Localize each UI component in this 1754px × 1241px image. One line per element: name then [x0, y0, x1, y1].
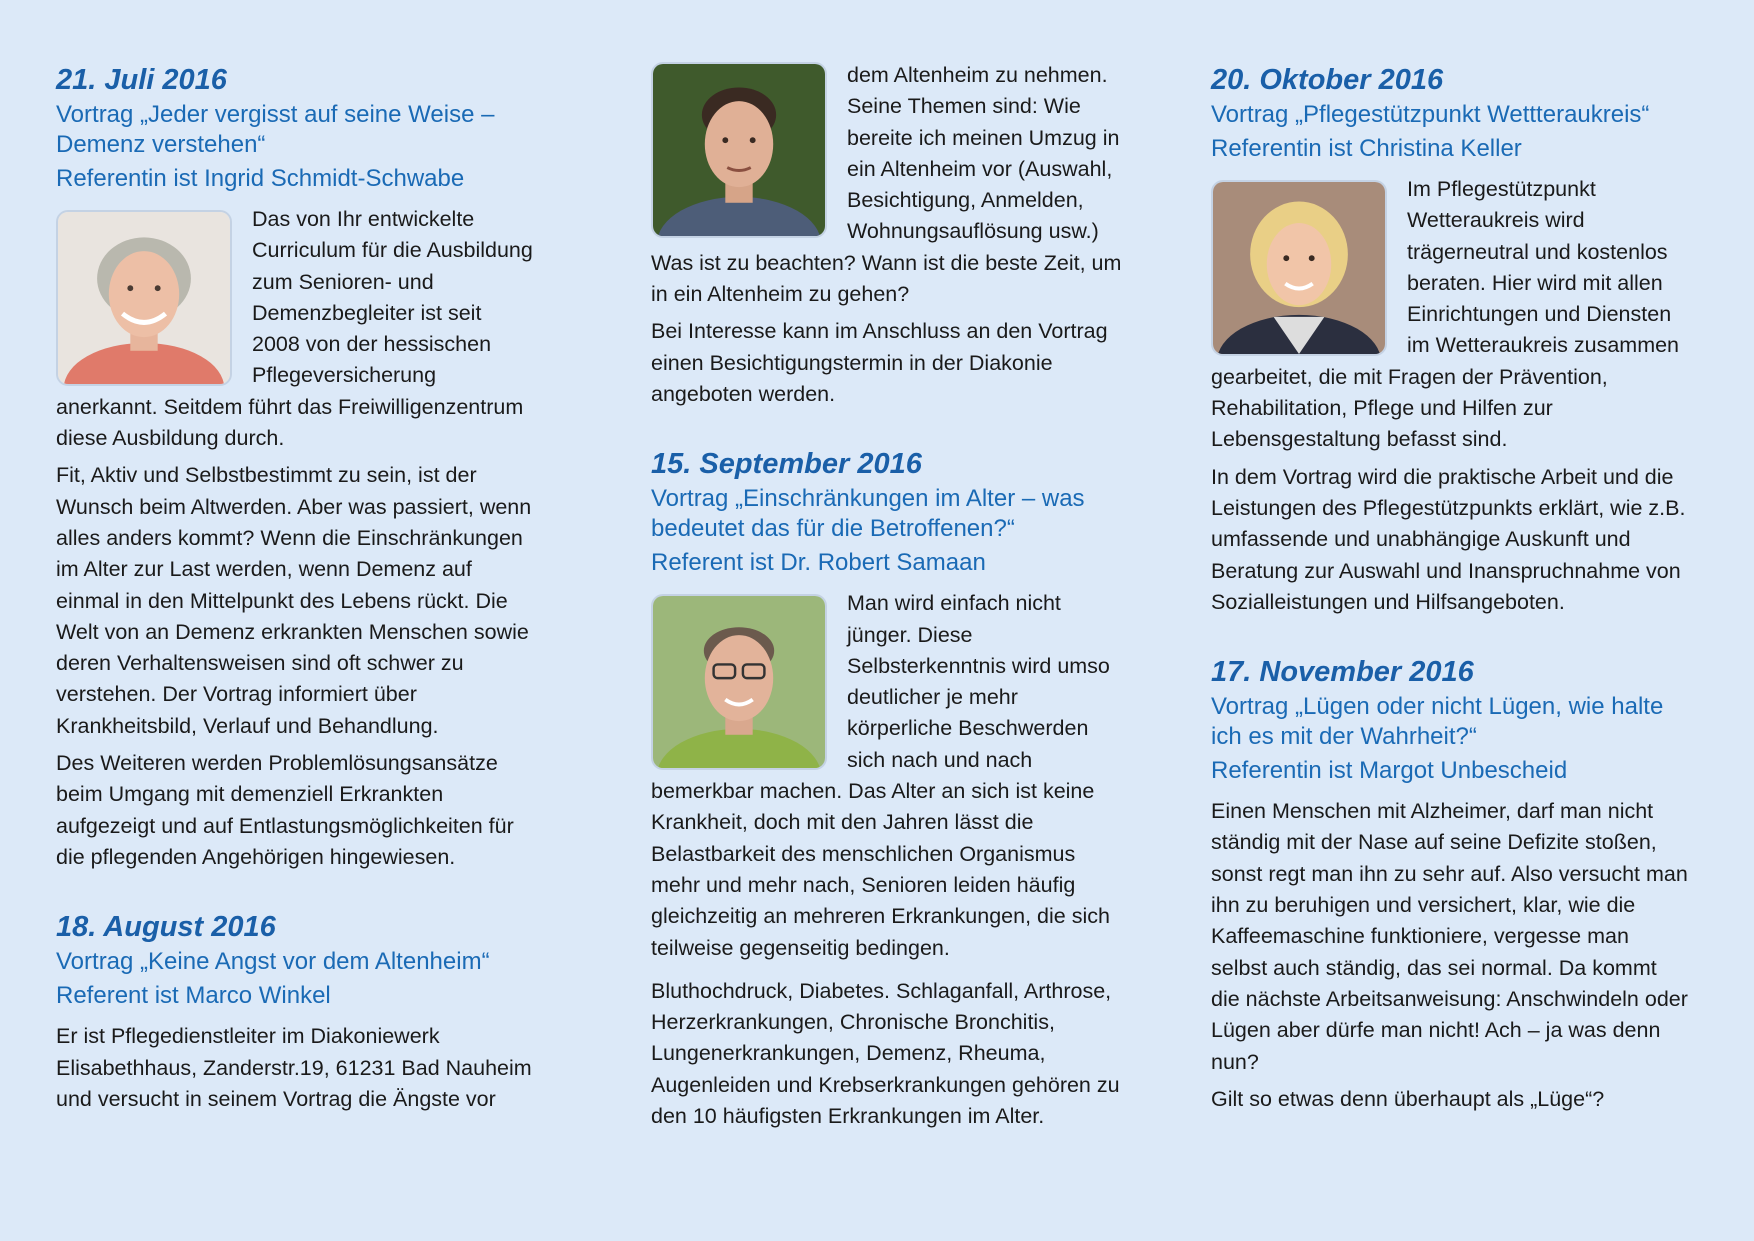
speaker-photo-marco: [651, 62, 827, 238]
event-paragraph: Einen Menschen mit Alzheimer, darf man nicht ständig mit der Nase auf seine Defizite stoßen, sonst regt man ihn zu sehr auf. Also versucht man ihn zu beruhigen und versichert, klar, wie die Kaffeemaschine funktioniere, vergesse man selbst auch ständig, das sei normal. Da kommt die nächste Arbeitsanweisung: Anschwindeln oder Lügen aber dürfe man nicht! Ach – ja was denn nun?: [1211, 799, 1688, 1074]
event-speaker: Referentin ist Christina Keller: [1211, 135, 1522, 162]
event-paragraph: Des Weiteren werden Problemlösungsansätze beim Umgang mit demenziell Erkrankten aufgezeigt und auf Entlastungsmöglichkeiten für die pflegenden Angehörigen hingewiesen.: [56, 751, 514, 869]
speaker-photo-ingrid: [56, 210, 232, 386]
event-date: 20. Oktober 2016: [1211, 64, 1444, 96]
event-paragraph: Bluthochdruck, Diabetes. Schlaganfall, Arthrose, Herzerkrankungen, Chronische Bronchitis, Lungenerkrankungen, Demenz, Rheuma, Augenleiden und Krebserkrankungen gehören zu den 10 häufigsten Erkrankungen im Alter.: [651, 978, 1120, 1129]
column-middle: [651, 60, 1129, 1138]
portrait-woman-blonde: [1213, 182, 1385, 354]
event-august: [56, 909, 534, 1115]
event-paragraph: Gilt so etwas denn überhaupt als „Lüge“?: [1211, 1086, 1605, 1111]
event-august-continued: [651, 60, 1129, 410]
event-date: 15. September 2016: [651, 448, 922, 481]
event-paragraph: Fit, Aktiv und Selbstbestimmt zu sein, ist der Wunsch beim Altwerden. Aber was passiert, wenn alles anders kommt? Wenn die Einschränkungen im Alter zur Last werden, wenn Demenz auf einmal in den Mittelpunkt des Lebens rückt. Die Welt von an Demenz erkrankten Menschen sowie deren Verhaltensweisen sind oft schwer zu verstehen. Der Vortrag informiert über Krankheitsbild, Verlauf und Behandlung.: [56, 463, 532, 738]
event-speaker: Referentin ist Margot Unbescheid: [1211, 757, 1568, 785]
event-title: Vortrag „Keine Angst vor dem Altenheim“: [56, 948, 490, 976]
portrait-man-glasses: [653, 596, 825, 768]
column-right: [1211, 62, 1689, 1121]
portrait-man-short-hair: [653, 64, 825, 236]
event-paragraph: In dem Vortrag wird die praktische Arbeit und die Leistungen des Pflegestützpunkts erklärt, wie z.B. umfassende und unabhängige Auskunft und Beratung zur Auswahl und Inanspruchnahme von Sozialleistungen und Hilfsangeboten.: [1211, 464, 1686, 614]
event-speaker: Referent ist Dr. Robert Samaan: [651, 549, 986, 577]
event-paragraph: Das von Ihr entwickelte Curriculum für die Ausbildung zum Senioren- und Demenzbegleiter ist seit 2008 von der hessischen Pflegeversicherung anerkannt. Seitdem führt das Freiwilligenzentrum diese Ausbildung durch.: [56, 207, 533, 451]
event-paragraph: dem Altenheim zu nehmen. Seine Themen sind: Wie bereite ich meinen Umzug in ein Altenheim vor (Auswahl, Besichtigung, Anmelden, Wohnungsauflösung usw.) Was ist zu beachten? Wann ist die beste Zeit, um in ein Altenheim zu gehen?: [651, 63, 1122, 307]
event-date: 17. November 2016: [1211, 656, 1474, 689]
event-november: [1211, 654, 1689, 1115]
portrait-woman-grey-hair: [58, 212, 230, 384]
event-date: 18. August 2016: [56, 911, 276, 944]
event-speaker: Referent ist Marco Winkel: [56, 982, 331, 1010]
event-speaker: Referentin ist Ingrid Schmidt-Schwabe: [56, 165, 465, 192]
event-date: 21. Juli 2016: [56, 64, 227, 96]
speaker-photo-robert: [651, 594, 827, 770]
event-title: Vortrag „Pflegestützpunkt Wettteraukreis“: [1211, 101, 1650, 128]
event-title: Vortrag „Lügen oder nicht Lügen, wie halte ich es mit der Wahrheit?“: [1211, 693, 1664, 751]
column-left: [56, 62, 534, 1121]
event-oktober: [1211, 62, 1689, 618]
event-paragraph: Im Pflegestützpunkt Wetteraukreis wird trägerneutral und kostenlos beraten. Hier wird mit allen Einrichtungen und Diensten im Wetteraukreis zusammen gearbeitet, die mit Fragen der Prävention, Rehabilitation, Pflege und Hilfen zur Lebensgestaltung befasst sind.: [1211, 177, 1680, 452]
event-juli: [56, 62, 534, 873]
speaker-photo-christina: [1211, 180, 1387, 356]
event-september: [651, 446, 1129, 1132]
event-title: Vortrag „Einschränkungen im Alter – was bedeutet das für die Betroffenen?“: [651, 485, 1085, 543]
event-paragraph: Man wird einfach nicht jünger. Diese Selbsterkenntnis wird umso deutlicher je mehr körperliche Beschwerden sich nach und nach bemerkbar machen. Das Alter an sich ist keine Krankheit, doch mit den Jahren lässt die Belastbarkeit des menschlichen Organismus mehr und mehr nach, Senioren leiden häufig gleichzeitig an mehreren Erkrankungen, die sich teilweise gegenseitig bedingen.: [651, 591, 1110, 960]
event-paragraph: Er ist Pflegedienstleiter im Diakoniewerk Elisabethhaus, Zanderstr.19, 61231 Bad Nauheim und versucht in seinem Vortrag die Ängste vor: [56, 1024, 532, 1111]
event-paragraph: Bei Interesse kann im Anschluss an den Vortrag einen Besichtigungstermin in der Diakonie angeboten werden.: [651, 319, 1108, 406]
event-title: Vortrag „Jeder vergisst auf seine Weise – Demenz verstehen“: [56, 101, 495, 158]
